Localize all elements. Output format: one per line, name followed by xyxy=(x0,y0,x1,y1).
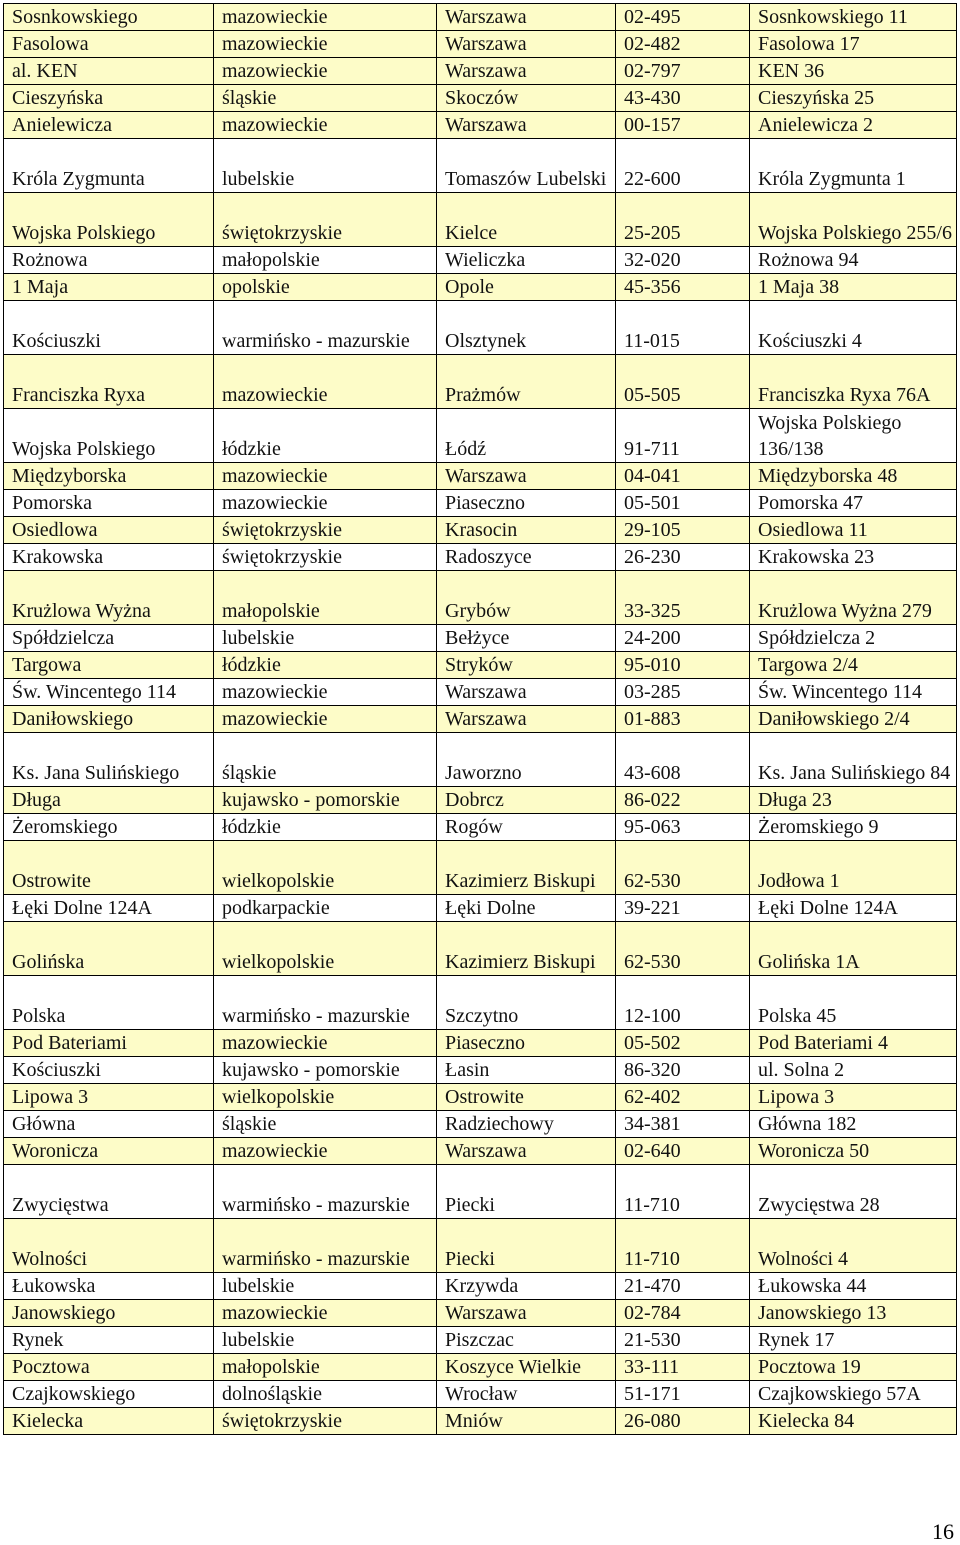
cell-street: Czajkowskiego xyxy=(4,1381,214,1408)
cell-voivodeship: mazowieckie xyxy=(214,355,437,409)
cell-postal-code: 45-356 xyxy=(616,274,750,301)
cell-voivodeship: mazowieckie xyxy=(214,1138,437,1165)
cell-postal-code: 33-111 xyxy=(616,1354,750,1381)
cell-street: Kielecka xyxy=(4,1408,214,1435)
cell-voivodeship: świętokrzyskie xyxy=(214,193,437,247)
cell-city: Piaseczno xyxy=(437,490,616,517)
cell-voivodeship: kujawsko - pomorskie xyxy=(214,787,437,814)
cell-postal-code: 02-797 xyxy=(616,58,750,85)
table-row xyxy=(4,733,957,787)
cell-street: Wojska Polskiego xyxy=(4,193,214,247)
table-row xyxy=(4,139,957,193)
cell-voivodeship: lubelskie xyxy=(214,1273,437,1300)
cell-city: Warszawa xyxy=(437,706,616,733)
cell-street: Główna xyxy=(4,1111,214,1138)
cell-voivodeship: lubelskie xyxy=(214,1327,437,1354)
cell-city: Piecki xyxy=(437,1165,616,1219)
table-row xyxy=(4,1354,957,1381)
cell-street: Polska xyxy=(4,976,214,1030)
cell-postal-code: 95-010 xyxy=(616,652,750,679)
cell-address: Główna 182 xyxy=(750,1111,957,1138)
cell-city: Warszawa xyxy=(437,463,616,490)
cell-address: Międzyborska 48 xyxy=(750,463,957,490)
cell-voivodeship: świętokrzyskie xyxy=(214,517,437,544)
cell-city: Skoczów xyxy=(437,85,616,112)
cell-address: Rynek 17 xyxy=(750,1327,957,1354)
cell-postal-code: 00-157 xyxy=(616,112,750,139)
cell-postal-code: 02-640 xyxy=(616,1138,750,1165)
cell-voivodeship: mazowieckie xyxy=(214,31,437,58)
cell-city: Wieliczka xyxy=(437,247,616,274)
table-row xyxy=(4,274,957,301)
table-row xyxy=(4,544,957,571)
cell-postal-code: 29-105 xyxy=(616,517,750,544)
cell-postal-code: 11-710 xyxy=(616,1219,750,1273)
cell-city: Warszawa xyxy=(437,58,616,85)
cell-street: Rożnowa xyxy=(4,247,214,274)
cell-street: 1 Maja xyxy=(4,274,214,301)
cell-postal-code: 04-041 xyxy=(616,463,750,490)
cell-voivodeship: warmińsko - mazurskie xyxy=(214,301,437,355)
cell-voivodeship: mazowieckie xyxy=(214,706,437,733)
table-row xyxy=(4,571,957,625)
cell-street: Kościuszki xyxy=(4,1057,214,1084)
cell-voivodeship: małopolskie xyxy=(214,571,437,625)
cell-street: Ks. Jana Sulińskiego xyxy=(4,733,214,787)
cell-street: Pocztowa xyxy=(4,1354,214,1381)
cell-street: Rynek xyxy=(4,1327,214,1354)
cell-city: Łasin xyxy=(437,1057,616,1084)
cell-city: Łódź xyxy=(437,409,616,463)
cell-address: 1 Maja 38 xyxy=(750,274,957,301)
cell-voivodeship: świętokrzyskie xyxy=(214,544,437,571)
cell-postal-code: 05-502 xyxy=(616,1030,750,1057)
table-row xyxy=(4,841,957,895)
cell-address: Łęki Dolne 124A xyxy=(750,895,957,922)
cell-city: Jaworzno xyxy=(437,733,616,787)
table-row xyxy=(4,1300,957,1327)
cell-voivodeship: łódzkie xyxy=(214,409,437,463)
table-row xyxy=(4,1057,957,1084)
cell-city: Warszawa xyxy=(437,4,616,31)
cell-postal-code: 43-608 xyxy=(616,733,750,787)
table-row xyxy=(4,1084,957,1111)
table-row xyxy=(4,625,957,652)
cell-voivodeship: małopolskie xyxy=(214,1354,437,1381)
cell-postal-code: 86-022 xyxy=(616,787,750,814)
cell-street: Długa xyxy=(4,787,214,814)
cell-voivodeship: warmińsko - mazurskie xyxy=(214,1165,437,1219)
cell-city: Bełżyce xyxy=(437,625,616,652)
cell-postal-code: 25-205 xyxy=(616,193,750,247)
cell-city: Radziechowy xyxy=(437,1111,616,1138)
cell-postal-code: 01-883 xyxy=(616,706,750,733)
cell-postal-code: 86-320 xyxy=(616,1057,750,1084)
table-row xyxy=(4,247,957,274)
cell-city: Mniów xyxy=(437,1408,616,1435)
cell-voivodeship: śląskie xyxy=(214,85,437,112)
page-number: 16 xyxy=(932,1519,954,1544)
cell-city: Kazimierz Biskupi xyxy=(437,841,616,895)
table-row xyxy=(4,463,957,490)
cell-street: Targowa xyxy=(4,652,214,679)
cell-postal-code: 24-200 xyxy=(616,625,750,652)
cell-city: Krasocin xyxy=(437,517,616,544)
table-row xyxy=(4,490,957,517)
cell-street: Cieszyńska xyxy=(4,85,214,112)
cell-voivodeship: mazowieckie xyxy=(214,4,437,31)
cell-voivodeship: łódzkie xyxy=(214,652,437,679)
cell-postal-code: 02-482 xyxy=(616,31,750,58)
cell-voivodeship: podkarpackie xyxy=(214,895,437,922)
cell-address: Króla Zygmunta 1 xyxy=(750,139,957,193)
cell-city: Krzywda xyxy=(437,1273,616,1300)
table-row xyxy=(4,1111,957,1138)
cell-address: Wojska Polskiego 255/6 xyxy=(750,193,957,247)
cell-address: KEN 36 xyxy=(750,58,957,85)
cell-street: al. KEN xyxy=(4,58,214,85)
table-row xyxy=(4,301,957,355)
cell-street: Ostrowite xyxy=(4,841,214,895)
table-row xyxy=(4,1165,957,1219)
cell-postal-code: 43-430 xyxy=(616,85,750,112)
cell-voivodeship: mazowieckie xyxy=(214,463,437,490)
cell-city: Olsztynek xyxy=(437,301,616,355)
cell-street: Janowskiego xyxy=(4,1300,214,1327)
cell-voivodeship: świętokrzyskie xyxy=(214,1408,437,1435)
cell-postal-code: 12-100 xyxy=(616,976,750,1030)
cell-postal-code: 22-600 xyxy=(616,139,750,193)
cell-voivodeship: dolnośląskie xyxy=(214,1381,437,1408)
cell-postal-code: 62-530 xyxy=(616,841,750,895)
table-row xyxy=(4,679,957,706)
table-row xyxy=(4,652,957,679)
cell-city: Warszawa xyxy=(437,1138,616,1165)
table-row xyxy=(4,706,957,733)
cell-postal-code: 02-784 xyxy=(616,1300,750,1327)
cell-street: Wolności xyxy=(4,1219,214,1273)
cell-voivodeship: kujawsko - pomorskie xyxy=(214,1057,437,1084)
cell-street: Woronicza xyxy=(4,1138,214,1165)
table-row xyxy=(4,976,957,1030)
cell-address: Długa 23 xyxy=(750,787,957,814)
cell-street: Pod Bateriami xyxy=(4,1030,214,1057)
cell-address: Sosnkowskiego 11 xyxy=(750,4,957,31)
cell-street: Żeromskiego xyxy=(4,814,214,841)
table-row xyxy=(4,4,957,31)
cell-address: Osiedlowa 11 xyxy=(750,517,957,544)
cell-city: Opole xyxy=(437,274,616,301)
cell-address: Janowskiego 13 xyxy=(750,1300,957,1327)
cell-voivodeship: mazowieckie xyxy=(214,1300,437,1327)
cell-address: Krakowska 23 xyxy=(750,544,957,571)
table-row xyxy=(4,814,957,841)
cell-street: Golińska xyxy=(4,922,214,976)
cell-street: Wojska Polskiego xyxy=(4,409,214,463)
cell-city: Piszczac xyxy=(437,1327,616,1354)
cell-city: Warszawa xyxy=(437,1300,616,1327)
cell-street: Króla Zygmunta xyxy=(4,139,214,193)
cell-postal-code: 26-080 xyxy=(616,1408,750,1435)
cell-city: Piecki xyxy=(437,1219,616,1273)
cell-postal-code: 05-501 xyxy=(616,490,750,517)
cell-city: Kazimierz Biskupi xyxy=(437,922,616,976)
cell-address: Cieszyńska 25 xyxy=(750,85,957,112)
cell-city: Warszawa xyxy=(437,679,616,706)
cell-voivodeship: mazowieckie xyxy=(214,490,437,517)
cell-city: Ostrowite xyxy=(437,1084,616,1111)
cell-city: Prażmów xyxy=(437,355,616,409)
table-row xyxy=(4,355,957,409)
cell-voivodeship: wielkopolskie xyxy=(214,1084,437,1111)
cell-voivodeship: lubelskie xyxy=(214,139,437,193)
cell-street: Pomorska xyxy=(4,490,214,517)
table-row xyxy=(4,1273,957,1300)
cell-voivodeship: wielkopolskie xyxy=(214,841,437,895)
cell-city: Szczytno xyxy=(437,976,616,1030)
cell-address: Pomorska 47 xyxy=(750,490,957,517)
cell-address: Fasolowa 17 xyxy=(750,31,957,58)
table-row xyxy=(4,1408,957,1435)
table-row xyxy=(4,85,957,112)
cell-voivodeship: łódzkie xyxy=(214,814,437,841)
cell-voivodeship: lubelskie xyxy=(214,625,437,652)
cell-city: Warszawa xyxy=(437,31,616,58)
cell-address: Kościuszki 4 xyxy=(750,301,957,355)
cell-street: Anielewicza xyxy=(4,112,214,139)
cell-postal-code: 32-020 xyxy=(616,247,750,274)
cell-street: Łęki Dolne 124A xyxy=(4,895,214,922)
cell-city: Radoszyce xyxy=(437,544,616,571)
cell-address: Daniłowskiego 2/4 xyxy=(750,706,957,733)
table-row xyxy=(4,193,957,247)
cell-address: Żeromskiego 9 xyxy=(750,814,957,841)
cell-street: Św. Wincentego 114 xyxy=(4,679,214,706)
cell-voivodeship: małopolskie xyxy=(214,247,437,274)
cell-address: Ks. Jana Sulińskiego 84 xyxy=(750,733,957,787)
cell-voivodeship: mazowieckie xyxy=(214,58,437,85)
cell-postal-code: 91-711 xyxy=(616,409,750,463)
cell-voivodeship: wielkopolskie xyxy=(214,922,437,976)
cell-street: Międzyborska xyxy=(4,463,214,490)
cell-city: Tomaszów Lubelski xyxy=(437,139,616,193)
cell-street: Fasolowa xyxy=(4,31,214,58)
cell-voivodeship: warmińsko - mazurskie xyxy=(214,976,437,1030)
cell-postal-code: 62-402 xyxy=(616,1084,750,1111)
cell-city: Wrocław xyxy=(437,1381,616,1408)
table-row xyxy=(4,409,957,463)
cell-city: Piaseczno xyxy=(437,1030,616,1057)
cell-voivodeship: warmińsko - mazurskie xyxy=(214,1219,437,1273)
cell-street: Krakowska xyxy=(4,544,214,571)
cell-postal-code: 21-470 xyxy=(616,1273,750,1300)
cell-city: Stryków xyxy=(437,652,616,679)
table-row xyxy=(4,922,957,976)
cell-address: Spółdzielcza 2 xyxy=(750,625,957,652)
table-row xyxy=(4,112,957,139)
cell-city: Rogów xyxy=(437,814,616,841)
cell-address: Woronicza 50 xyxy=(750,1138,957,1165)
cell-street: Spółdzielcza xyxy=(4,625,214,652)
cell-postal-code: 03-285 xyxy=(616,679,750,706)
address-table-body xyxy=(4,4,957,1435)
table-row xyxy=(4,1030,957,1057)
table-row xyxy=(4,58,957,85)
cell-address: Targowa 2/4 xyxy=(750,652,957,679)
cell-street: Daniłowskiego xyxy=(4,706,214,733)
cell-address: Pocztowa 19 xyxy=(750,1354,957,1381)
cell-city: Łęki Dolne xyxy=(437,895,616,922)
cell-address: Św. Wincentego 114 xyxy=(750,679,957,706)
cell-address: Czajkowskiego 57A xyxy=(750,1381,957,1408)
cell-postal-code: 51-171 xyxy=(616,1381,750,1408)
cell-street: Franciszka Ryxa xyxy=(4,355,214,409)
cell-address: Polska 45 xyxy=(750,976,957,1030)
cell-city: Koszyce Wielkie xyxy=(437,1354,616,1381)
address-table xyxy=(3,3,957,1435)
cell-address: Łukowska 44 xyxy=(750,1273,957,1300)
cell-address: Wolności 4 xyxy=(750,1219,957,1273)
cell-voivodeship: mazowieckie xyxy=(214,679,437,706)
cell-address: Pod Bateriami 4 xyxy=(750,1030,957,1057)
cell-voivodeship: opolskie xyxy=(214,274,437,301)
table-row xyxy=(4,1219,957,1273)
cell-street: Lipowa 3 xyxy=(4,1084,214,1111)
cell-address: Wojska Polskiego 136/138 xyxy=(750,409,957,463)
cell-postal-code: 02-495 xyxy=(616,4,750,31)
cell-postal-code: 95-063 xyxy=(616,814,750,841)
cell-street: Zwycięstwa xyxy=(4,1165,214,1219)
cell-address: Lipowa 3 xyxy=(750,1084,957,1111)
cell-postal-code: 34-381 xyxy=(616,1111,750,1138)
cell-address: Zwycięstwa 28 xyxy=(750,1165,957,1219)
cell-voivodeship: śląskie xyxy=(214,1111,437,1138)
cell-address: Jodłowa 1 xyxy=(750,841,957,895)
cell-address: Kielecka 84 xyxy=(750,1408,957,1435)
cell-postal-code: 62-530 xyxy=(616,922,750,976)
cell-voivodeship: śląskie xyxy=(214,733,437,787)
cell-city: Dobrcz xyxy=(437,787,616,814)
cell-address: Krużlowa Wyżna 279 xyxy=(750,571,957,625)
table-row xyxy=(4,787,957,814)
cell-address: Anielewicza 2 xyxy=(750,112,957,139)
cell-street: Sosnkowskiego xyxy=(4,4,214,31)
cell-address: Golińska 1A xyxy=(750,922,957,976)
cell-street: Osiedlowa xyxy=(4,517,214,544)
cell-address: Franciszka Ryxa 76A xyxy=(750,355,957,409)
cell-city: Warszawa xyxy=(437,112,616,139)
table-row xyxy=(4,31,957,58)
table-row xyxy=(4,1138,957,1165)
cell-postal-code: 21-530 xyxy=(616,1327,750,1354)
cell-voivodeship: mazowieckie xyxy=(214,1030,437,1057)
cell-street: Krużlowa Wyżna xyxy=(4,571,214,625)
cell-postal-code: 33-325 xyxy=(616,571,750,625)
cell-city: Grybów xyxy=(437,571,616,625)
table-row xyxy=(4,895,957,922)
cell-address: ul. Solna 2 xyxy=(750,1057,957,1084)
table-row xyxy=(4,1381,957,1408)
cell-street: Łukowska xyxy=(4,1273,214,1300)
table-row xyxy=(4,1327,957,1354)
cell-postal-code: 11-015 xyxy=(616,301,750,355)
table-row xyxy=(4,517,957,544)
cell-street: Kościuszki xyxy=(4,301,214,355)
cell-postal-code: 26-230 xyxy=(616,544,750,571)
cell-postal-code: 39-221 xyxy=(616,895,750,922)
cell-postal-code: 11-710 xyxy=(616,1165,750,1219)
cell-postal-code: 05-505 xyxy=(616,355,750,409)
cell-address: Rożnowa 94 xyxy=(750,247,957,274)
cell-city: Kielce xyxy=(437,193,616,247)
cell-voivodeship: mazowieckie xyxy=(214,112,437,139)
